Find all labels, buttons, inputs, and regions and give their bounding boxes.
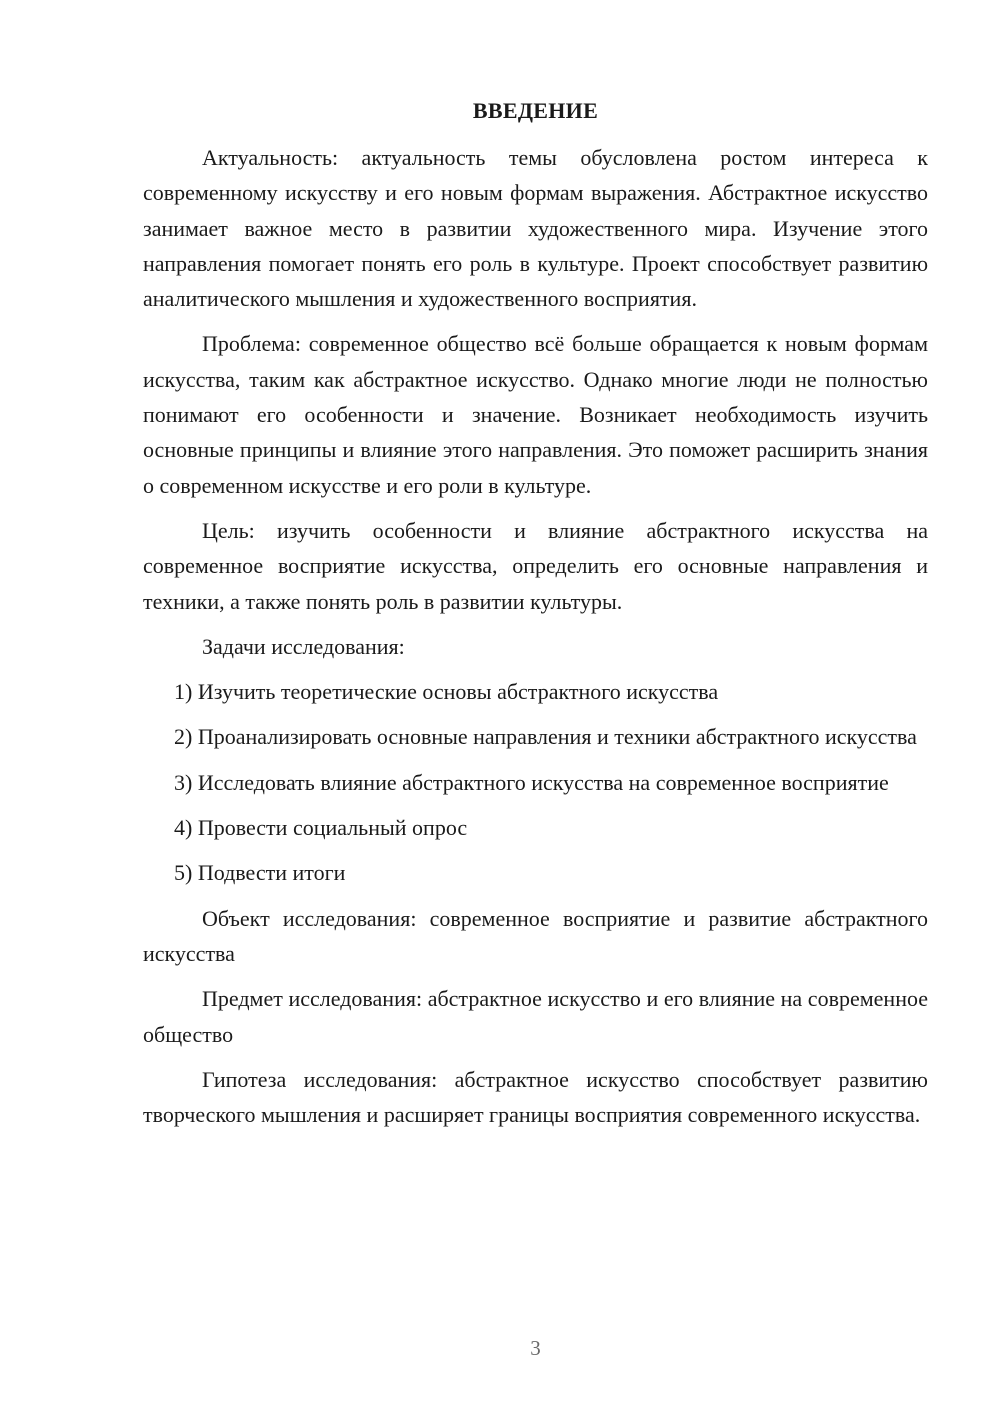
paragraph-tasks-heading: Задачи исследования:: [202, 633, 405, 659]
task-item: 3) Исследовать влияние абстрактного искусства на современное восприятие: [174, 769, 889, 795]
task-item: 5) Подвести итоги: [174, 860, 346, 886]
document-body: [143, 140, 928, 1132]
document-page: [143, 0, 928, 1414]
paragraph-goal: Цель: изучить особенности и влияние абстрактного искусства на современное восприятие искусства, определить его основные направления и техники, а также понять роль в развитии культуры.: [143, 517, 928, 614]
page-number: 3: [530, 1336, 541, 1360]
paragraph-subject: Предмет исследования: абстрактное искусство и его влияние на современное общество: [143, 986, 928, 1047]
task-item: 2) Проанализировать основные направления и техники абстрактного искусства: [174, 724, 917, 750]
paragraph-hypothesis: Гипотеза исследования: абстрактное искусство способствует развитию творческого мышления и расширяет границы восприятия современного искусства.: [143, 1066, 928, 1128]
paragraph-relevance: Актуальность: актуальность темы обусловлена ростом интереса к современному искусству и его новым формам выражения. Абстрактное искусство занимает важное место в развитии художественного мира. Изучение этого направления помогает понять его роль в культуре. Проект способствует развитию аналитического мышления и художественного восприятия.: [143, 145, 928, 312]
paragraph-problem: Проблема: современное общество всё больше обращается к новым формам искусства, таким как абстрактное искусство. Однако многие люди не полностью понимают его особенности и значение. Возникает необходимость изучить основные принципы и влияние этого направления. Это поможет расширить знания о современном искусстве и его роли в культуре.: [143, 331, 928, 498]
task-item: 4) Провести социальный опрос: [174, 815, 468, 841]
paragraph-object: Объект исследования: современное восприятие и развитие абстрактного искусства: [143, 905, 928, 966]
section-heading: ВВЕДЕНИЕ: [472, 98, 599, 123]
task-item: 1) Изучить теоретические основы абстрактного искусства: [174, 679, 719, 705]
